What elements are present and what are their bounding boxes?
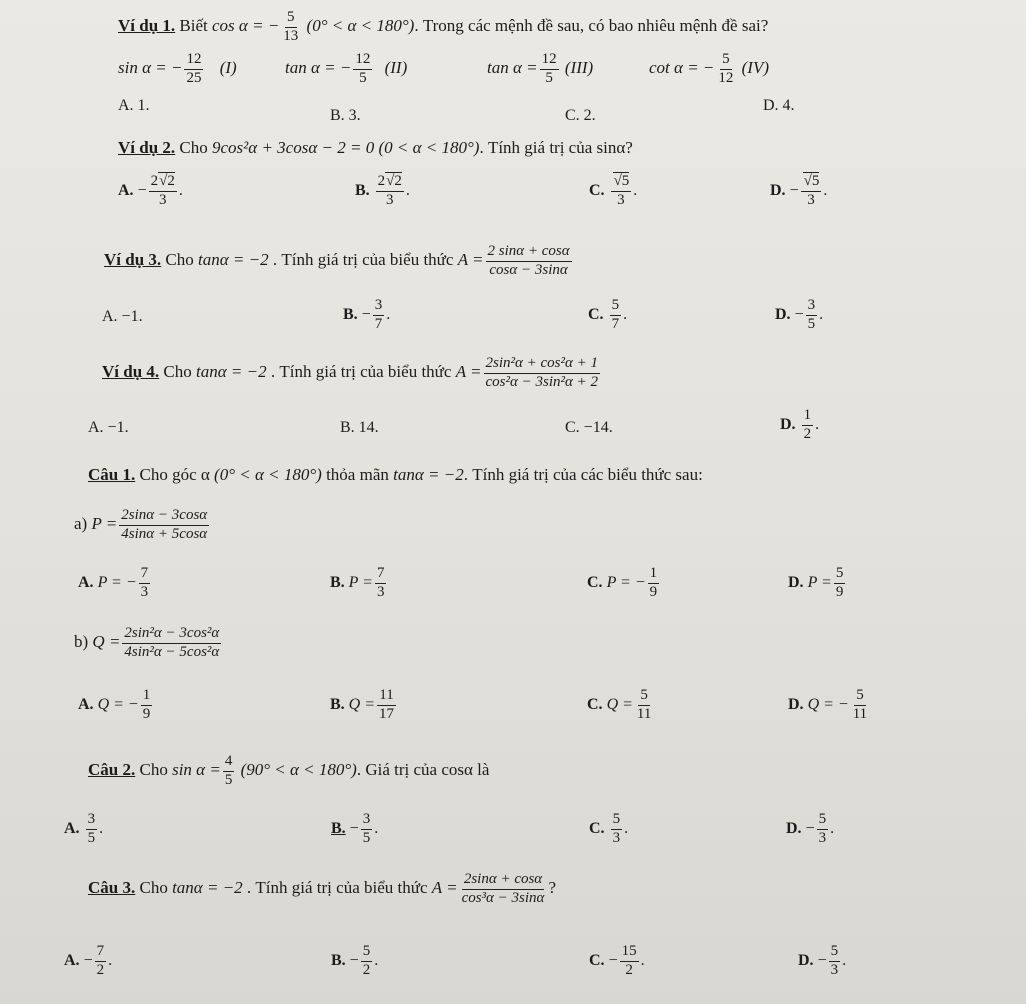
c1b-expression: b) Q = $\frac{\text{2sin²α − 3cos²α}}{\text{4sin²α − 5cos²α}}$ [74, 625, 220, 660]
vd1-cond: (0° < α < 180°) [306, 16, 415, 36]
c1a-option-d: D. P = $\frac{5}{9}$ [788, 565, 844, 600]
c2-option-c: C. $\frac{5}{3}$ . [589, 811, 629, 846]
vd1-stmt-4: cot α = − $\frac{5}{12}$ (IV) [649, 51, 770, 86]
c3-question: Câu 3. Cho tanα = −2 . Tính giá trị của biểu thức A = $\frac{2\sin\alpha + \cos\alpha}{\text{cos³α − 3sinα}}$ ? [88, 871, 556, 906]
vd2-option-c: C. $\frac{√5}{3}$ . [589, 173, 638, 208]
vd1-stmt-3-label: (III) [564, 58, 594, 78]
vd1-question: Ví dụ 1. Biết cos α = − $\frac{5}{13}$ (0° < α < 180°). Trong các mệnh đề sau, có bao nhiêu mệnh đề sai? [118, 9, 769, 44]
vd1-text2: . Trong các mệnh đề sau, có bao nhiêu mệnh đề sai? [414, 16, 769, 36]
c2-option-d: D. − $\frac{5}{3}$ . [786, 811, 835, 846]
vd2-option-a: A. − $\frac{2√2}{3}$ . [118, 173, 183, 208]
c1-question: Câu 1. Cho góc α (0° < α < 180°) thỏa mãn tanα = −2. Tính giá trị của các biểu thức sau: [88, 465, 703, 484]
c2-option-a: A. $\frac{3}{5}$ . [64, 811, 104, 846]
c2-option-b: B. − $\frac{3}{5}$ . [331, 811, 379, 846]
vd1-option-d: D. 4. [763, 97, 795, 114]
c1b-option-b: B. Q = $\frac{11}{17}$ [330, 687, 395, 722]
vd2-label: Ví dụ 2. [118, 138, 176, 157]
c1a-option-b: B. P = $\frac{7}{3}$ [330, 565, 385, 600]
vd1-label: Ví dụ 1. [118, 16, 176, 36]
vd1-option-a: A. 1. [118, 97, 150, 114]
vd2-question: Ví dụ 2. Cho 9cos²α + 3cosα − 2 = 0 (0 < α < 180°). Tính giá trị của sinα? [118, 138, 633, 157]
c1b-option-d: D. Q = − $\frac{5}{11}$ [788, 687, 868, 722]
vd3-option-b: B. − $\frac{3}{7}$ . [343, 297, 391, 332]
vd1-stmt-1-label: (I) [219, 58, 237, 78]
vd3-question: Ví dụ 3. Cho tanα = −2 . Tính giá trị của biểu thức A = $\frac{2 \sin\alpha + \cos\alpha}{\cos\alpha - 3\sin\alpha}$ [104, 243, 570, 278]
vd1-option-c: C. 2. [565, 107, 596, 124]
vd3-option-a: A. −1. [102, 308, 143, 325]
vd4-option-b: B. 14. [340, 419, 379, 436]
c3-option-d: D. − $\frac{5}{3}$ . [798, 943, 847, 978]
vd1-option-b: B. 3. [330, 107, 361, 124]
vd1-stmt-3: tan α = $\frac{12}{5}$ (III) [487, 51, 594, 86]
c3-option-a: A. − $\frac{7}{2}$ . [64, 943, 113, 978]
vd2-equation: 9cos²α + 3cosα − 2 = 0 [212, 138, 375, 157]
vd4-option-d: D. $\frac{1}{2}$ . [780, 407, 820, 442]
c1a-option-a: A. P = − $\frac{7}{3}$ [78, 565, 149, 600]
c3-option-b: B. − $\frac{5}{2}$ . [331, 943, 379, 978]
c1b-option-a: A. Q = − $\frac{1}{9}$ [78, 687, 151, 722]
vd3-option-d: D. − $\frac{3}{5}$ . [775, 297, 824, 332]
vd4-option-c: C. −14. [565, 419, 613, 436]
c1a-expression: a) P = $\frac{2\sin\alpha - 3\cos\alpha}{4\sin\alpha + 5\cos\alpha}$ [74, 507, 208, 542]
vd1-stmt-2-label: (II) [384, 58, 408, 78]
vd1-stmt-1: sin α = − $\frac{12}{25}$ (I) [118, 51, 237, 86]
vd1-stmt-4-label: (IV) [741, 58, 770, 78]
c3-option-c: C. − $\frac{15}{2}$ . [589, 943, 645, 978]
vd4-question: Ví dụ 4. Cho tanα = −2 . Tính giá trị của biểu thức A = $\frac{\text{2sin²α + cos²α + 1}}{\text{cos²α − 3sin²α + 2}}$ [102, 355, 598, 390]
vd2-option-d: D. − $\frac{√5}{3}$ . [770, 173, 828, 208]
c1a-option-c: C. P = − $\frac{1}{9}$ [587, 565, 658, 600]
vd4-option-a: A. −1. [88, 419, 129, 436]
vd1-stmt-2: tan α = − $\frac{12}{5}$ (II) [285, 51, 408, 86]
vd3-option-c: C. $\frac{5}{7}$ . [588, 297, 628, 332]
c2-question: Câu 2. Cho sin α = $\frac{4}{5}$ (90° < α < 180°). Giá trị của cosα là [88, 753, 490, 788]
vd2-option-b: B. $\frac{2√2}{3}$ . [355, 173, 410, 208]
c1b-option-c: C. Q = $\frac{5}{11}$ [587, 687, 652, 722]
vd1-text1: Biết [179, 16, 208, 36]
